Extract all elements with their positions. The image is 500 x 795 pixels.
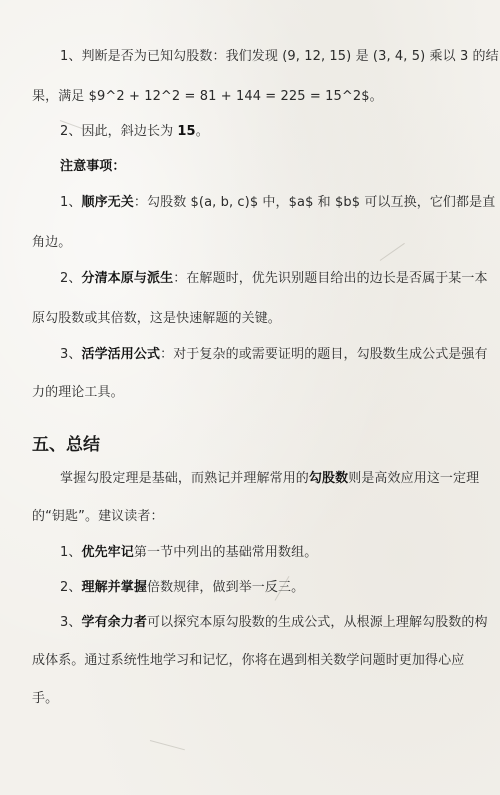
tip-text: 可以探究本原勾股数的生成公式，从根源上理解勾股数的构 (147, 615, 488, 630)
paragraph-line: 手。 (32, 691, 59, 706)
note-text: ：在解题时，优先识别题目给出的边长是否属于某一本 (173, 271, 488, 286)
list-number: 2、 (60, 580, 82, 595)
paragraph-line (60, 472, 479, 485)
hypotenuse-value: 15 (177, 124, 196, 139)
note-bold-term: 活学活用公式 (81, 347, 161, 362)
tip-text: 第一节中列出的基础常用数组。 (133, 545, 318, 560)
paper-fiber (150, 740, 185, 750)
list-number: 1、 (60, 545, 82, 560)
paragraph-line (60, 272, 488, 285)
paper-fiber (380, 243, 405, 261)
paragraph-line (60, 348, 488, 361)
note-text: ：勾股数 $(a, b, c)$ 中，$a$ 和 $b$ 可以互换，它们都是直 (133, 195, 496, 210)
note-bold-term: 分清本原与派生 (81, 271, 174, 286)
summary-text: 则是高效应用这一定理 (348, 471, 480, 486)
list-number: 2、 (60, 271, 82, 286)
text-suffix: 。 (195, 124, 209, 139)
paragraph-line: 果，满足 $9^2 + 12^2 = 81 + 144 = 225 = 15^2$。 (32, 89, 383, 104)
tip-bold-term: 学有余力者 (81, 615, 147, 630)
tip-text: 倍数规律，做到举一反三。 (147, 580, 305, 595)
note-bold-term: 顺序无关 (81, 195, 134, 210)
paragraph-line: 1、判断是否为已知勾股数：我们发现 (9, 12, 15) 是 (3, 4, 5) 乘以 3 的结 (60, 49, 499, 64)
note-text: ：对于复杂的或需要证明的题目，勾股数生成公式是强有 (160, 347, 488, 362)
paragraph-line: 成体系。通过系统性地学习和记忆，你将在遇到相关数学问题时更加得心应 (32, 653, 465, 668)
notes-title-text: 注意事项： (60, 159, 126, 174)
paragraph-line (60, 616, 488, 629)
section-heading: 五、总结 (32, 435, 100, 455)
tip-bold-term: 优先牢记 (81, 545, 134, 560)
list-number: 3、 (60, 615, 82, 630)
tip-bold-term: 理解并掌握 (81, 580, 147, 595)
text-prefix: 2、因此，斜边长为 (60, 124, 178, 139)
paragraph-line (60, 581, 304, 594)
paragraph-line: 的“钥匙”。建议读者： (32, 509, 164, 524)
paragraph-line (60, 125, 209, 138)
paragraph-line (60, 196, 495, 209)
summary-text: 掌握勾股定理是基础，而熟记并理解常用的 (60, 471, 309, 486)
list-number: 3、 (60, 347, 82, 362)
paragraph-line: 角边。 (32, 235, 72, 250)
paragraph-line: 原勾股数或其倍数，这是快速解题的关键。 (32, 311, 281, 326)
summary-bold-term: 勾股数 (308, 471, 349, 486)
paragraph-line (60, 546, 317, 559)
list-number: 1、 (60, 195, 82, 210)
paragraph-line: 力的理论工具。 (32, 385, 124, 400)
